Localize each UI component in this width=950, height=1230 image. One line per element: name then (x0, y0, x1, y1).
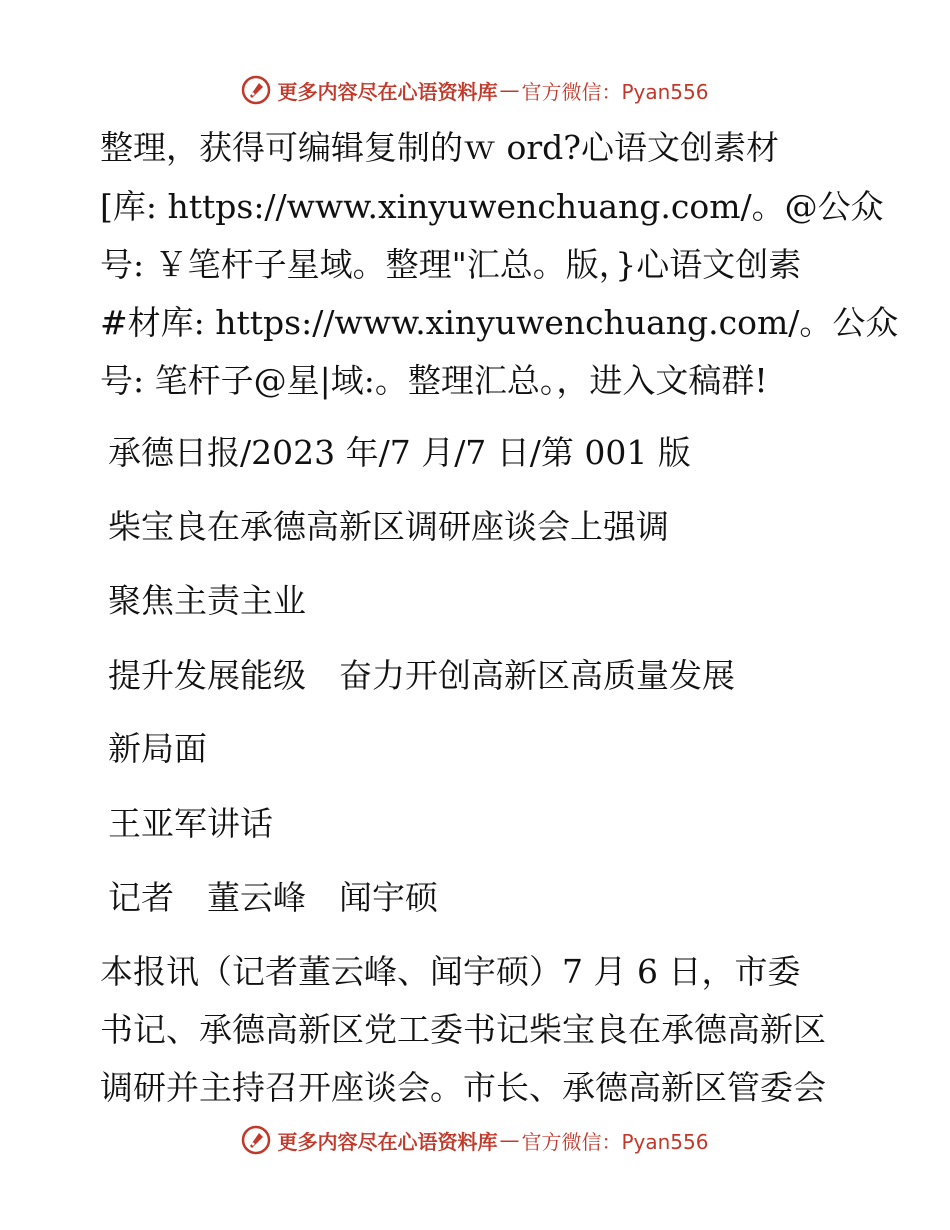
headline: 柴宝良在承德高新区调研座谈会上强调 (108, 507, 669, 546)
watermark-account-text: 官方微信：Pyan556 (521, 79, 709, 104)
top-watermark-banner (0, 70, 950, 110)
body-line: 书记、承德高新区党工委书记柴宝良在承德高新区 (100, 1010, 826, 1049)
watermark-separator: — (499, 78, 520, 102)
speaker-line: 王亚军讲话 (108, 804, 273, 843)
body-line: 本报讯（记者董云峰、闻宇硕）7 月 6 日，市委 (100, 952, 801, 991)
watermark-brand-text: 更多内容尽在心语资料库 (277, 79, 498, 104)
headline: 新局面 (108, 729, 207, 768)
bottom-watermark-banner (0, 1120, 950, 1160)
intro-line: 号: ￥笔杆子星域。整理"汇总。版，}心语文创素 (100, 245, 802, 284)
body-line: 调研并主持召开座谈会。市长、承德高新区管委会 (100, 1068, 826, 1107)
watermark-brand-text: 更多内容尽在心语资料库 (277, 1129, 498, 1154)
byline: 记者 董云峰 闻宇硕 (108, 878, 438, 917)
intro-line: 号: 笔杆子@星|域:。整理汇总。，进入文稿群! (100, 361, 768, 400)
watermark-account-text: 官方微信：Pyan556 (521, 1129, 709, 1154)
intro-line: 整理，获得可编辑复制的ｗ ord?心语文创素材 (100, 128, 779, 167)
headline: 提升发展能级 奋力开创高新区高质量发展 (108, 656, 735, 695)
intro-line: #材库: https://www.xinyuwenchuang.com/。公众 (100, 303, 899, 342)
headline: 聚焦主责主业 (108, 581, 306, 620)
dateline: 承德日报/2023 年/7 月/7 日/第 001 版 (108, 433, 691, 472)
pen-nib-logo-icon (241, 1125, 271, 1155)
pen-nib-logo-icon (241, 75, 271, 105)
intro-line: [库: https://www.xinyuwenchuang.com/。@公众 (100, 187, 884, 226)
watermark-separator: — (499, 1128, 520, 1152)
